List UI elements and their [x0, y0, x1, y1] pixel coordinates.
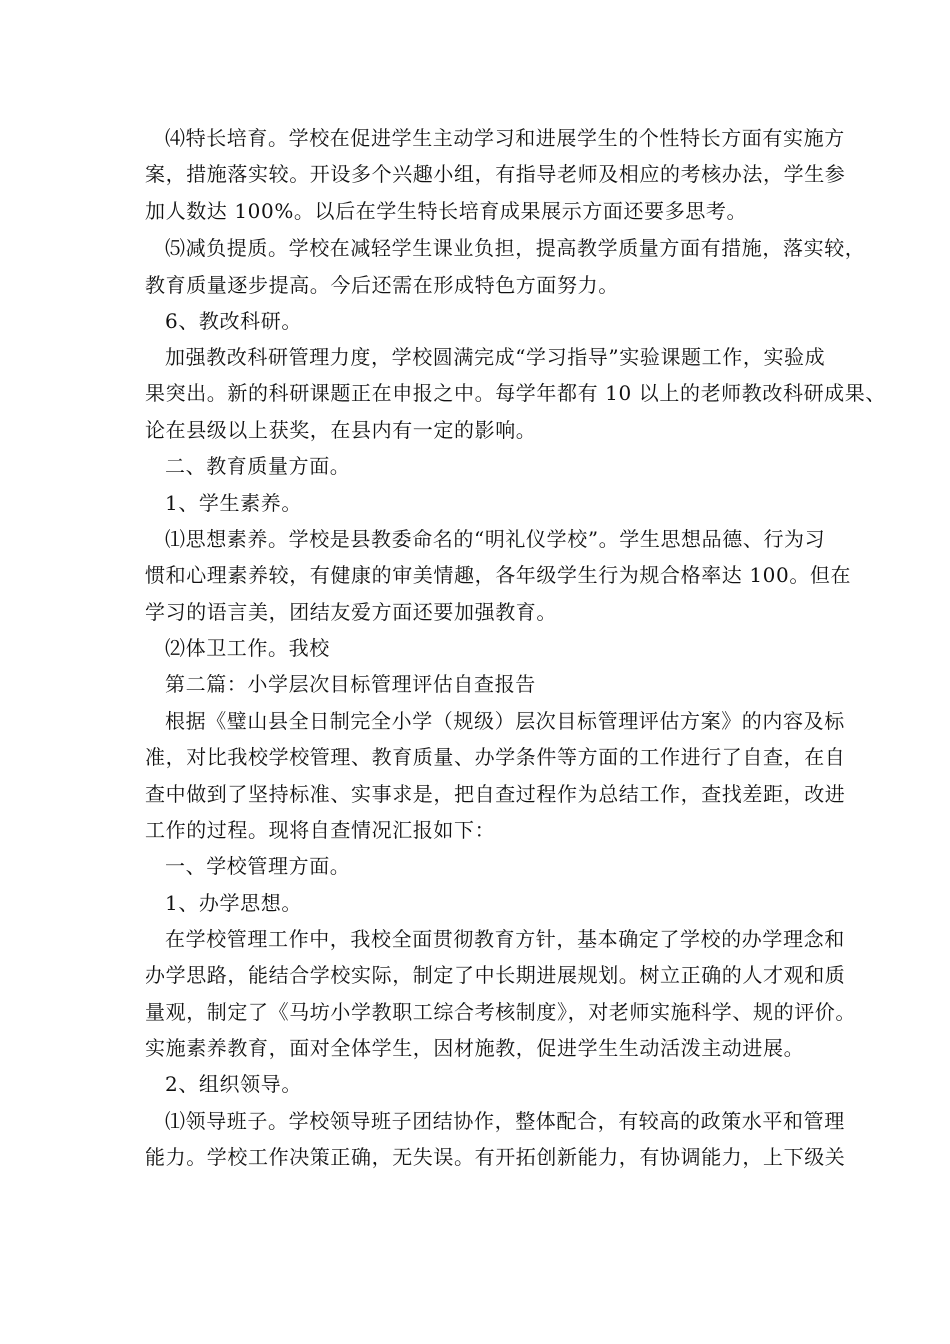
- text-line: 惯和心理素养较，有健康的审美情趣，各年级学生行为规合格率达 100。但在: [145, 563, 852, 587]
- text-line: 加人数达 100%。以后在学生特长培育成果展示方面还要多思考。: [145, 199, 748, 223]
- text-line: 果突出。新的科研课题正在申报之中。每学年都有 10 以上的老师教改科研成果、: [145, 381, 886, 405]
- text-line: 量观，制定了《马坊小学教职工综合考核制度》，对老师实施科学、规的评价。: [145, 1000, 856, 1024]
- text-line: 能力。学校工作决策正确，无失误。有开拓创新能力，有协调能力，上下级关: [145, 1145, 846, 1169]
- text-line: 论在县级以上获奖，在县内有一定的影响。: [145, 418, 537, 442]
- text-line: ⑸减负提质。学校在减轻学生课业负担，提高教学质量方面有措施，落实较，: [165, 236, 866, 260]
- text-line: ⑵体卫工作。我校: [165, 636, 330, 660]
- text-line: ⑴思想素养。学校是县教委命名的“明礼仪学校”。学生思想品德、行为习: [165, 527, 826, 551]
- text-line: 办学思路，能结合学校实际，制定了中长期进展规划。树立正确的人才观和质: [145, 963, 846, 987]
- text-line: 一、学校管理方面。: [165, 854, 351, 878]
- text-line: 案，措施落实较。开设多个兴趣小组，有指导老师及相应的考核办法，学生参: [145, 162, 846, 186]
- text-line: 教育质量逐步提高。今后还需在形成特色方面努力。: [145, 273, 619, 297]
- text-line: ⑴领导班子。学校领导班子团结协作，整体配合，有较高的政策水平和管理: [165, 1109, 845, 1133]
- text-line: 学习的语言美，团结友爱方面还要加强教育。: [145, 600, 557, 624]
- text-line: 根据《璧山县全日制完全小学（规级）层次目标管理评估方案》的内容及标: [165, 709, 845, 733]
- text-line: 查中做到了坚持标准、实事求是，把自查过程作为总结工作，查找差距，改进: [145, 782, 846, 806]
- text-line: 准，对比我校学校管理、教育质量、办学条件等方面的工作进行了自查，在自: [145, 745, 846, 769]
- text-line: 在学校管理工作中，我校全面贯彻教育方针，基本确定了学校的办学理念和: [165, 927, 845, 951]
- text-line: 1、办学思想。: [165, 891, 302, 915]
- text-line: 第二篇：小学层次目标管理评估自查报告: [165, 672, 536, 696]
- text-line: 2、组织领导。: [165, 1072, 302, 1096]
- text-line: 二、教育质量方面。: [165, 454, 351, 478]
- text-line: ⑷特长培育。学校在促进学生主动学习和进展学生的个性特长方面有实施方: [165, 126, 845, 150]
- text-line: 加强教改科研管理力度，学校圆满完成“学习指导”实验课题工作，实验成: [165, 345, 826, 369]
- text-line: 工作的过程。现将自查情况汇报如下：: [145, 818, 496, 842]
- text-line: 1、学生素养。: [165, 491, 302, 515]
- text-line: 6、教改科研。: [165, 309, 302, 333]
- text-line: 实施素养教育，面对全体学生，因材施教，促进学生生动活泼主动进展。: [145, 1036, 805, 1060]
